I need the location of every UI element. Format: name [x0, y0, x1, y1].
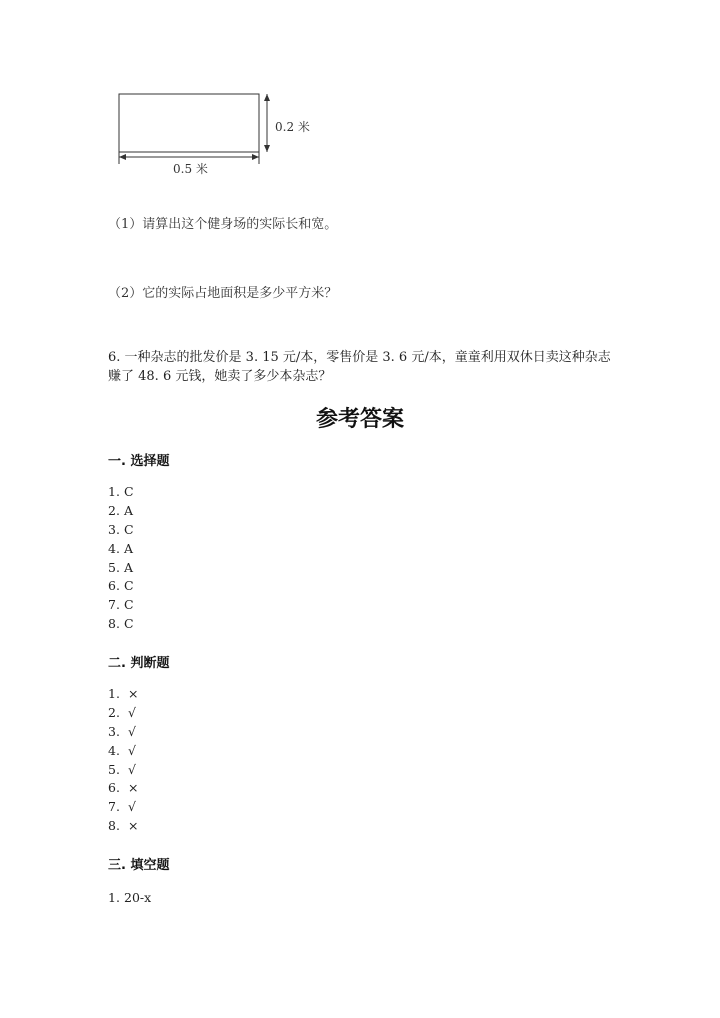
- list-item: 6. ×: [108, 780, 139, 796]
- answers-title: 参考答案: [315, 407, 404, 432]
- height-arrow-top: [264, 94, 270, 101]
- list-item: 8. C: [108, 616, 134, 632]
- height-arrow-bottom: [264, 145, 270, 152]
- width-arrow-right: [252, 154, 259, 160]
- list-item: 2. √: [108, 704, 136, 720]
- question-2: （2）它的实际占地面积是多少平方米？: [108, 286, 338, 301]
- width-label: 0.5 米: [173, 162, 208, 176]
- list-item: 6. C: [108, 578, 134, 594]
- section-heading-choice: 一. 选择题: [108, 454, 170, 469]
- rectangle-shape: [119, 94, 259, 152]
- rectangle-diagram: [110, 88, 330, 180]
- fill-blank-answer-list: [108, 889, 151, 908]
- list-item: 1. C: [108, 484, 134, 499]
- list-item: 5. √: [108, 761, 136, 777]
- choice-answer-list: [108, 483, 134, 634]
- width-arrow-left: [119, 154, 126, 160]
- list-item: 4. A: [108, 540, 134, 556]
- list-item: 3. C: [108, 521, 134, 537]
- height-label: 0.2 米: [275, 120, 310, 134]
- list-item: 1. 20-x: [108, 890, 152, 905]
- list-item: 7. C: [108, 597, 134, 613]
- list-item: 4. √: [108, 742, 136, 758]
- list-item: 7. √: [108, 799, 136, 815]
- section-heading-fill-blank: 三. 填空题: [108, 858, 170, 873]
- list-item: 8. ×: [108, 818, 139, 834]
- question-1: （1）请算出这个健身场的实际长和宽。: [108, 217, 338, 232]
- judgement-answer-list: [108, 685, 138, 836]
- list-item: 3. √: [108, 723, 136, 739]
- section-heading-judgement: 二. 判断题: [108, 656, 170, 671]
- question-6: 6. 一种杂志的批发价是 3. 15 元/本，零售价是 3. 6 元/本，童童利用双休日卖这种杂志赚了 48. 6 元钱，她卖了多少本杂志？: [108, 350, 611, 384]
- list-item: 1. ×: [108, 686, 139, 701]
- list-item: 2. A: [108, 502, 134, 518]
- list-item: 5. A: [108, 559, 134, 575]
